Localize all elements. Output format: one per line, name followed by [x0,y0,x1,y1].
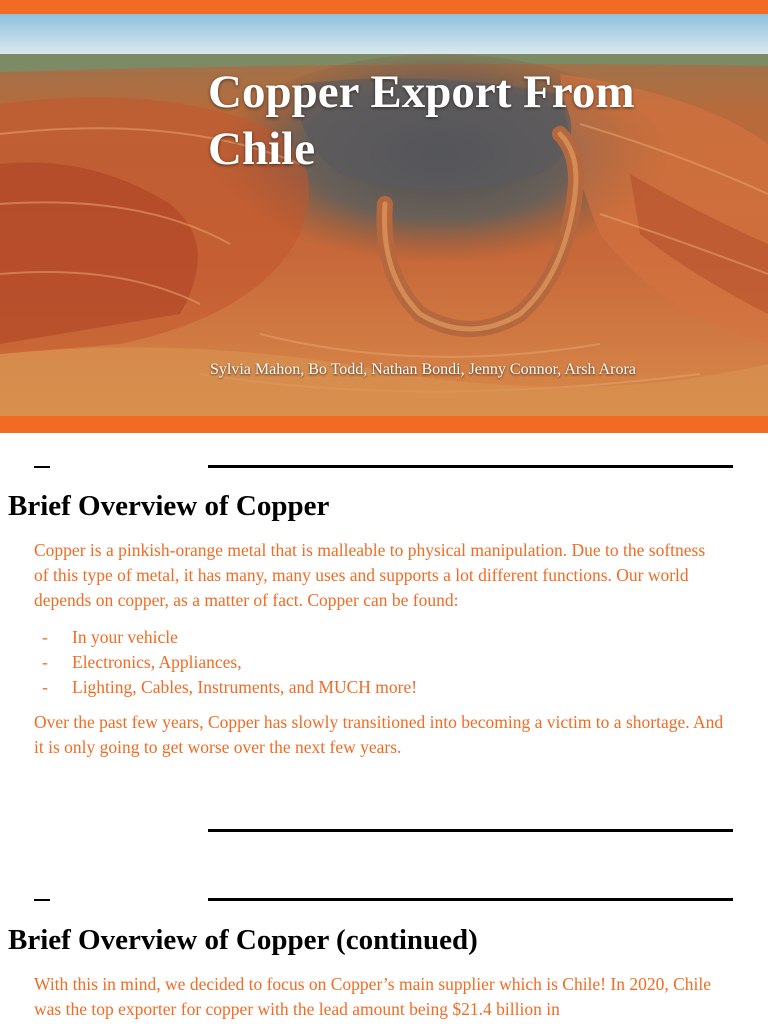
section-heading: Brief Overview of Copper (continued) [8,924,478,956]
footer-rule [208,829,733,832]
section-heading: Brief Overview of Copper [8,490,330,522]
closing-paragraph: Over the past few years, Copper has slowly transitioned into becoming a victim to a shortage. And it is only going to get worse over the next few years. [34,712,724,757]
body-paragraph: With this in mind, we decided to focus on Copper’s main supplier which is Chile! In 2020, Chile was the top exporter for copper with the lead amount being $21.4 billion in [34,974,712,1019]
slide-marker-dash [34,466,50,468]
bullet-text: Lighting, Cables, Instruments, and MUCH more! [72,677,418,697]
bullet-text: Electronics, Appliances, [72,652,242,672]
bullet-text: In your vehicle [72,627,178,647]
hero-mine-image [0,14,768,416]
intro-paragraph: Copper is a pinkish-orange metal that is malleable to physical manipulation. Due to the softness of this type of metal, it has many, many uses and supports a lot different functions. Our world depends on copper, as a matter of fact. Copper can be found: [34,540,706,610]
slide-marker-dash [34,899,50,901]
bottom-accent-bar [0,416,768,433]
bullet-dash: - [42,677,48,697]
top-accent-bar [0,0,768,14]
slide-authors: Sylvia Mahon, Bo Todd, Nathan Bondi, Jenny Connor, Arsh Arora [210,361,636,378]
title-rule [208,465,733,468]
bullet-dash: - [42,652,48,672]
bullet-dash: - [42,627,48,647]
slide-title: Copper Export From Chile [208,66,635,175]
title-rule [208,898,733,901]
